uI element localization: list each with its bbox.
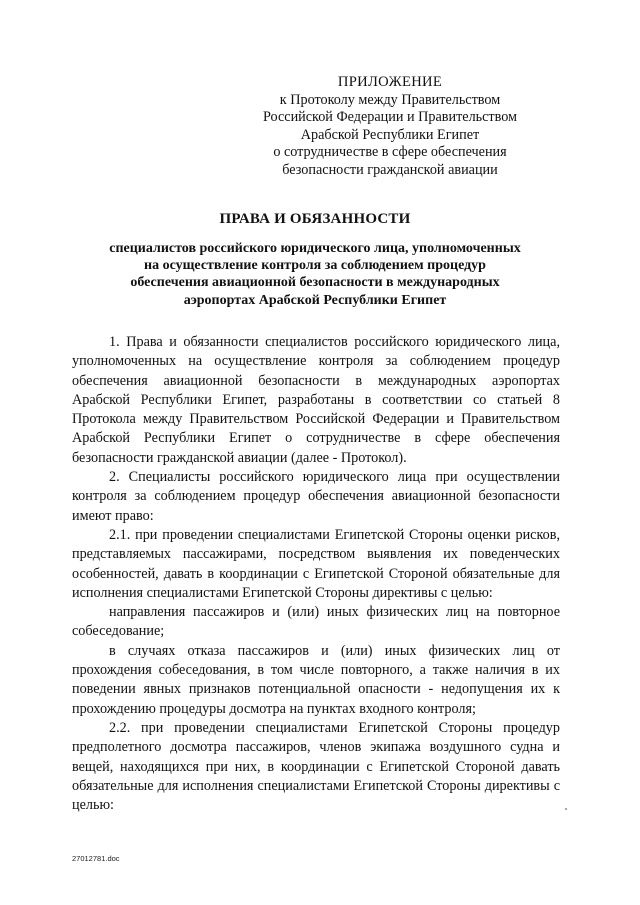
document-title: ПРАВА И ОБЯЗАННОСТИ — [219, 211, 411, 227]
scan-speck — [565, 808, 567, 810]
annex-line: Арабской Республики Египет — [300, 126, 480, 143]
paragraph-2-1-item-a: направления пассажиров и (или) иных физических лиц на повторное собеседование; — [72, 604, 560, 640]
paragraph-2: 2. Специалисты российского юридического лица при осуществлении контроля за соблюдением процедур обеспечения авиационной безопасности имеют право: — [72, 469, 560, 524]
paragraph-2-1-item-b: в случаях отказа пассажиров и (или) иных физических лиц от прохождения собеседования, в том числе повторного, а также наличия в их поведении явных признаков потенциальной опасности - недопущения их к прохождению процедуры досмотра на пунктах входного контроля; — [72, 642, 560, 717]
document-subtitle-line: на осуществление контроля за соблюдением процедур — [144, 258, 486, 274]
annex-line: о сотрудничестве в сфере обеспечения — [273, 144, 507, 161]
document-heading — [70, 211, 560, 309]
document-body — [72, 333, 560, 815]
paragraph-2-2: 2.2. при проведении специалистами Египетской Стороны процедур предполетного досмотра пассажиров, членов экипажа воздушного судна и вещей, находящихся при них, в координации с Египетской Стороной давать обязательные для исполнения специалистами Египетской Стороны директивы с целью: — [72, 719, 560, 814]
annex-line: к Протоколу между Правительством — [279, 91, 501, 108]
document-file-code: 27012781.doc — [72, 854, 120, 863]
paragraph-1: 1. Права и обязанности специалистов российского юридического лица, уполномоченных на осуществление контроля за соблюдением процедур обеспечения авиационной безопасности в международных аэропортах Арабской Республики Египет, разработаны в соответствии со статьей 8 Протокола между Правительством Российской Федерации и Правительством Арабской Республики Египет о сотрудничестве в сфере обеспечения безопасности гражданской авиации (далее - Протокол). — [72, 334, 560, 466]
document-subtitle-line: обеспечения авиационной безопасности в международных — [130, 275, 500, 291]
annex-line: Российской Федерации и Правительством — [262, 109, 518, 126]
paragraph-2-1: 2.1. при проведении специалистами Египетской Стороны оценки рисков, представляемых пассажирами, посредством выявления их поведенческих особенностей, давать в координации с Египетской Стороной обязательные для исполнения специалистами Египетской Стороны директивы с целью: — [72, 526, 560, 601]
document-subtitle-line: специалистов российского юридического лица, уполномоченных — [109, 241, 521, 256]
annex-title: ПРИЛОЖЕНИЕ — [337, 74, 443, 90]
annex-line: безопасности гражданской авиации — [282, 161, 498, 178]
document-subtitle-line: аэропортах Арабской Республики Египет — [183, 292, 447, 308]
annex-block — [250, 74, 530, 180]
